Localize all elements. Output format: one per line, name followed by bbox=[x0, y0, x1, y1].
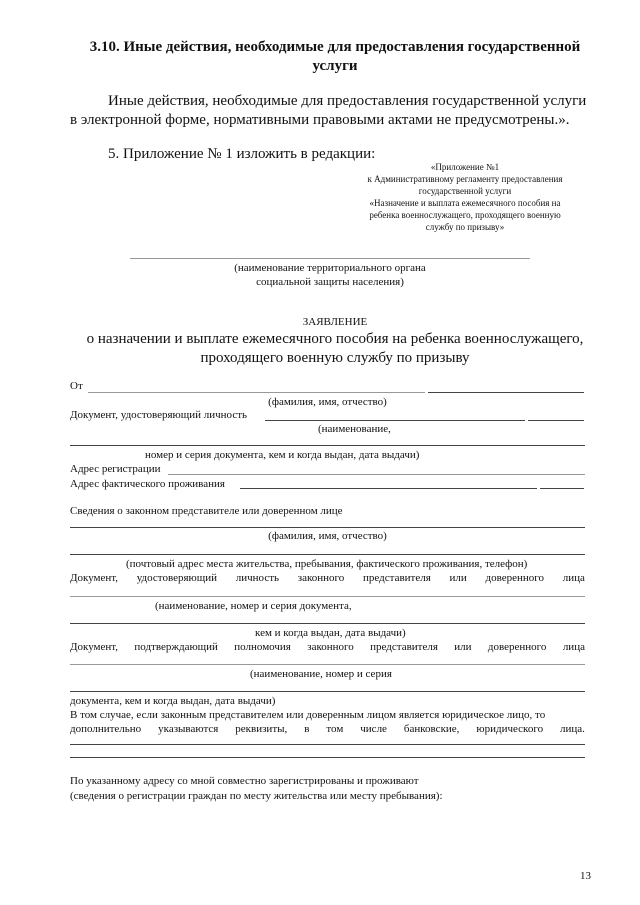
annex-line: «Приложение №1 bbox=[430, 162, 500, 172]
form-subtitle1: о назначении и выплате ежемесячного пособия на ребенка военнослужащего, bbox=[86, 331, 584, 347]
addr-fact-line[interactable] bbox=[240, 488, 537, 489]
word: доверенного bbox=[485, 572, 545, 584]
postal-line[interactable] bbox=[70, 554, 585, 555]
annex-line: к Административному регламенту предоставления bbox=[367, 174, 563, 184]
word: лица bbox=[562, 572, 585, 584]
rep-info-label: Сведения о законном представителе или доверенном лице bbox=[70, 505, 343, 517]
addr-reg-label: Адрес регистрации bbox=[70, 463, 161, 475]
paragraph-line1: Иные действия, необходимые для предоставления государственной услуги bbox=[108, 93, 587, 109]
word: лица bbox=[562, 641, 585, 653]
addr-fact-line-2[interactable] bbox=[540, 488, 584, 489]
word: банковские, bbox=[403, 723, 460, 735]
word: указываются bbox=[158, 723, 219, 735]
legal-line-field[interactable] bbox=[70, 744, 585, 745]
nomer-seria-caption: номер и серия документа, кем и когда выдан, дата выдачи) bbox=[145, 449, 420, 461]
word: или bbox=[454, 641, 472, 653]
word: лица. bbox=[560, 723, 585, 735]
address-reg2: (сведения о регистрации граждан по месту жительства или месту пребывания): bbox=[70, 790, 443, 802]
item-5: 5. Приложение № 1 изложить в редакции: bbox=[108, 146, 376, 162]
naimen-nomer-seria-caption: (наименование, номер и серия bbox=[250, 668, 392, 680]
annex-line: государственной услуги bbox=[418, 186, 512, 196]
fio-caption-2: (фамилия, имя, отчество) bbox=[268, 530, 387, 542]
naimen-nomer-caption: (наименование, номер и серия документа, bbox=[155, 600, 352, 612]
word: подтверждающий bbox=[134, 641, 218, 653]
from-line-2[interactable] bbox=[428, 392, 584, 393]
word: реквизиты, bbox=[235, 723, 288, 735]
word: в bbox=[304, 723, 310, 735]
section-heading bbox=[60, 38, 610, 76]
word: представителя bbox=[363, 572, 431, 584]
rep-doc-line[interactable] bbox=[70, 596, 585, 597]
postal-caption: (почтовый адрес места жительства, пребывания, фактического проживания, телефон) bbox=[126, 558, 528, 570]
word: законного bbox=[307, 641, 354, 653]
auth-doc-label bbox=[70, 641, 585, 653]
legal-line2 bbox=[70, 723, 585, 735]
word: дополнительно bbox=[70, 723, 142, 735]
word: удостоверяющий bbox=[136, 572, 218, 584]
doc-id-line-2[interactable] bbox=[528, 420, 584, 421]
organ-caption2: социальной защиты населения) bbox=[256, 276, 404, 288]
from-label: От bbox=[70, 380, 83, 392]
annex-block bbox=[330, 161, 600, 233]
word: личность bbox=[235, 572, 280, 584]
rep-fio-line[interactable] bbox=[70, 527, 585, 528]
paragraph-line2: в электронной форме, нормативными правовыми актами не предусмотрены.». bbox=[70, 112, 570, 128]
fio-caption: (фамилия, имя, отчество) bbox=[268, 396, 387, 408]
rep-doc-label bbox=[70, 572, 585, 584]
auth-doc-line-2[interactable] bbox=[70, 691, 585, 692]
word: полномочия bbox=[234, 641, 291, 653]
naimen-caption: (наименование, bbox=[318, 423, 391, 435]
word: или bbox=[449, 572, 467, 584]
doc-id-line-3[interactable] bbox=[70, 445, 585, 446]
doc-kem-caption: документа, кем и когда выдан, дата выдачи) bbox=[70, 695, 276, 707]
annex-line: ребенка военнослужащего, проходящего военную bbox=[369, 210, 561, 220]
form-subtitle2: проходящего военную службу по призыву bbox=[200, 350, 470, 366]
doc-id-label: Документ, удостоверяющий личность bbox=[70, 409, 248, 421]
legal-line-field-2[interactable] bbox=[70, 757, 585, 758]
word: числе bbox=[360, 723, 387, 735]
address-reg1: По указанному адресу со мной совместно зарегистрированы и проживают bbox=[70, 775, 419, 787]
word: Документ, bbox=[70, 641, 119, 653]
section-heading-line1: 3.10. Иные действия, необходимые для предоставления государственной bbox=[89, 39, 581, 55]
page-number: 13 bbox=[580, 870, 591, 882]
from-line[interactable] bbox=[88, 392, 425, 393]
doc-id-line[interactable] bbox=[265, 420, 525, 421]
word: том bbox=[326, 723, 344, 735]
word: представителя bbox=[370, 641, 438, 653]
section-heading-line2: услуги bbox=[312, 58, 358, 74]
auth-doc-line[interactable] bbox=[70, 664, 585, 665]
organ-line bbox=[130, 258, 530, 259]
legal-line1: В том случае, если законным представителем или доверенным лицом является юридическое лицо, то bbox=[70, 709, 546, 721]
kem-kogda-caption: кем и когда выдан, дата выдачи) bbox=[255, 627, 406, 639]
annex-line: службу по призыву» bbox=[425, 222, 505, 232]
word: доверенного bbox=[487, 641, 547, 653]
addr-reg-line[interactable] bbox=[168, 474, 585, 475]
rep-doc-line-2[interactable] bbox=[70, 623, 585, 624]
addr-fact-label: Адрес фактического проживания bbox=[70, 478, 225, 490]
word: законного bbox=[297, 572, 345, 584]
form-title: ЗАЯВЛЕНИЕ bbox=[302, 316, 368, 328]
word: Документ, bbox=[70, 572, 119, 584]
annex-line: «Назначение и выплата ежемесячного пособия на bbox=[369, 198, 561, 208]
organ-caption1: (наименование территориального органа bbox=[234, 262, 426, 274]
word: юридического bbox=[476, 723, 544, 735]
